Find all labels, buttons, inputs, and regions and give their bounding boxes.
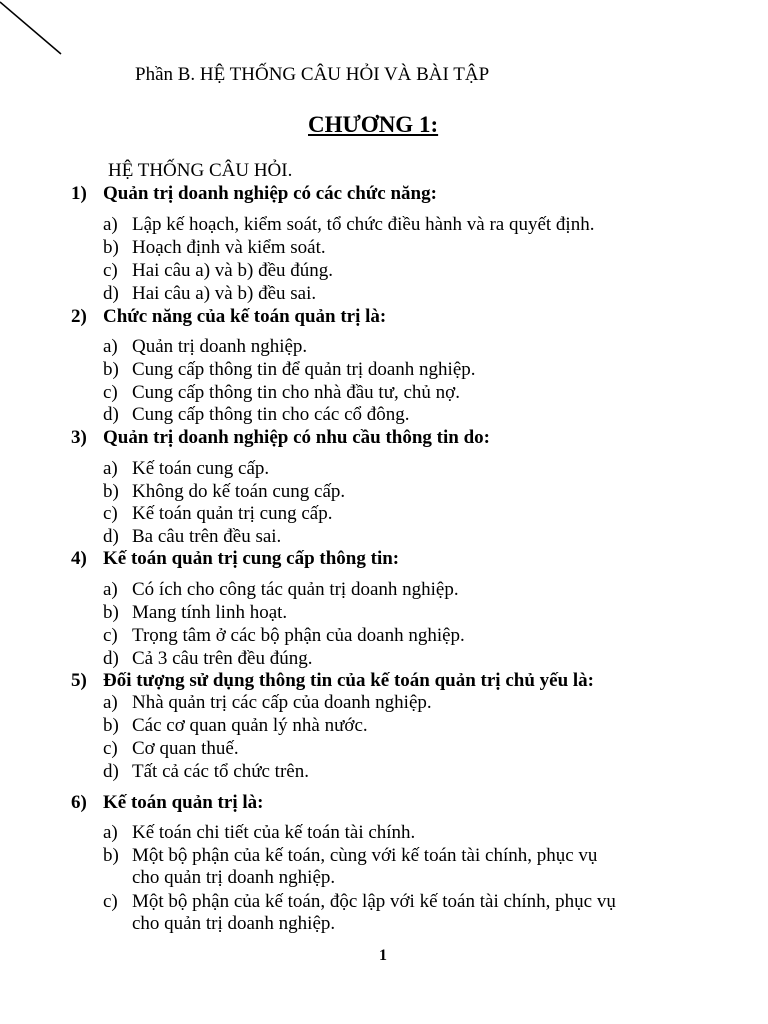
option-text: Nhà quản trị các cấp của doanh nghiệp. <box>132 692 432 713</box>
option-text: Kế toán cung cấp. <box>132 458 270 479</box>
option-letter: b) <box>103 359 119 380</box>
option-letter: a) <box>103 214 118 235</box>
option-letter: d) <box>103 404 119 425</box>
option-text-continuation: cho quản trị doanh nghiệp. <box>132 867 336 888</box>
option-letter: b) <box>103 481 119 502</box>
answer-option-1b <box>103 238 326 257</box>
option-letter: d) <box>103 283 119 304</box>
answer-option-6a <box>103 823 415 842</box>
option-text: Cơ quan thuế. <box>132 738 239 759</box>
option-text: Cung cấp thông tin để quản trị doanh nghiệp. <box>132 359 476 380</box>
option-text: Có ích cho công tác quản trị doanh nghiệp. <box>132 579 459 600</box>
option-letter: b) <box>103 237 119 258</box>
option-letter: a) <box>103 692 118 713</box>
option-letter: d) <box>103 648 119 669</box>
question-text: Đối tượng sử dụng thông tin của kế toán quản trị chủ yếu là: <box>103 670 595 691</box>
question-text: Quản trị doanh nghiệp có các chức năng: <box>103 183 437 204</box>
option-letter: a) <box>103 336 118 357</box>
answer-option-1c <box>103 261 333 280</box>
option-letter: d) <box>103 761 119 782</box>
question-number: 4) <box>71 548 87 569</box>
answer-option-3b <box>103 482 345 501</box>
option-text: Hai câu a) và b) đều sai. <box>132 283 317 304</box>
answer-option-4a <box>103 580 459 599</box>
option-text: Một bộ phận của kế toán, cùng với kế toán tài chính, phục vụ <box>132 845 598 866</box>
answer-option-4d <box>103 649 312 668</box>
option-letter: b) <box>103 845 119 866</box>
question-number: 5) <box>71 670 87 691</box>
corner-diagonal-line <box>0 0 70 60</box>
question-5 <box>71 671 594 690</box>
answer-option-6b <box>103 846 597 887</box>
answer-option-2c <box>103 383 460 402</box>
option-letter: a) <box>103 458 118 479</box>
answer-option-3c <box>103 504 332 523</box>
option-text: Kế toán chi tiết của kế toán tài chính. <box>132 822 416 843</box>
answer-option-2b <box>103 360 476 379</box>
option-text: Một bộ phận của kế toán, độc lập với kế toán tài chính, phục vụ <box>132 891 616 912</box>
option-letter: b) <box>103 602 119 623</box>
option-text: Trọng tâm ở các bộ phận của doanh nghiệp. <box>132 625 465 646</box>
answer-option-2a <box>103 337 307 356</box>
option-letter: c) <box>103 738 118 759</box>
option-letter: c) <box>103 891 118 912</box>
answer-option-2d <box>103 405 410 424</box>
option-letter: c) <box>103 625 118 646</box>
answer-option-1d <box>103 284 316 303</box>
question-text: Kế toán quản trị cung cấp thông tin: <box>103 548 400 569</box>
question-4 <box>71 549 399 568</box>
option-text: Cung cấp thông tin cho các cổ đông. <box>132 404 410 425</box>
option-text: Các cơ quan quản lý nhà nước. <box>132 715 368 736</box>
option-letter: b) <box>103 715 119 736</box>
chapter-title: CHƯƠNG 1: <box>308 112 439 137</box>
option-text: Mang tính linh hoạt. <box>132 602 288 623</box>
option-letter: c) <box>103 260 118 281</box>
answer-option-1a <box>103 215 594 234</box>
option-letter: a) <box>103 822 118 843</box>
answer-option-5a <box>103 693 432 712</box>
option-text: Hai câu a) và b) đều đúng. <box>132 260 334 281</box>
question-text: Chức năng của kế toán quản trị là: <box>103 306 387 327</box>
option-text: Kế toán quản trị cung cấp. <box>132 503 333 524</box>
option-text: Quản trị doanh nghiệp. <box>132 336 308 357</box>
answer-option-5c <box>103 739 239 758</box>
question-1 <box>71 184 437 203</box>
question-text: Kế toán quản trị là: <box>103 792 264 813</box>
option-text: Hoạch định và kiểm soát. <box>132 237 326 258</box>
option-text-continuation: cho quản trị doanh nghiệp. <box>132 913 336 934</box>
answer-option-5d <box>103 762 309 781</box>
question-number: 6) <box>71 792 87 813</box>
option-text: Không do kế toán cung cấp. <box>132 481 346 502</box>
question-number: 3) <box>71 427 87 448</box>
section-title: HỆ THỐNG CÂU HỎI. <box>108 160 293 181</box>
answer-option-5b <box>103 716 368 735</box>
option-letter: d) <box>103 526 119 547</box>
option-letter: a) <box>103 579 118 600</box>
page-number: 1 <box>379 947 387 964</box>
option-text: Cả 3 câu trên đều đúng. <box>132 648 313 669</box>
option-text: Ba câu trên đều sai. <box>132 526 282 547</box>
answer-option-4c <box>103 626 465 645</box>
answer-option-4b <box>103 603 287 622</box>
question-number: 2) <box>71 306 87 327</box>
option-letter: c) <box>103 382 118 403</box>
question-3 <box>71 428 490 447</box>
answer-option-6c <box>103 892 616 933</box>
question-number: 1) <box>71 183 87 204</box>
option-text: Lập kế hoạch, kiểm soát, tổ chức điều hành và ra quyết định. <box>132 214 595 235</box>
option-text: Cung cấp thông tin cho nhà đầu tư, chủ nợ. <box>132 382 460 403</box>
option-text: Tất cả các tổ chức trên. <box>132 761 309 782</box>
option-letter: c) <box>103 503 118 524</box>
answer-option-3d <box>103 527 281 546</box>
part-title: Phần B. HỆ THỐNG CÂU HỎI VÀ BÀI TẬP <box>135 64 490 85</box>
question-text: Quản trị doanh nghiệp có nhu cầu thông tin do: <box>103 427 490 448</box>
answer-option-3a <box>103 459 269 478</box>
question-6 <box>71 793 263 812</box>
question-2 <box>71 307 386 326</box>
